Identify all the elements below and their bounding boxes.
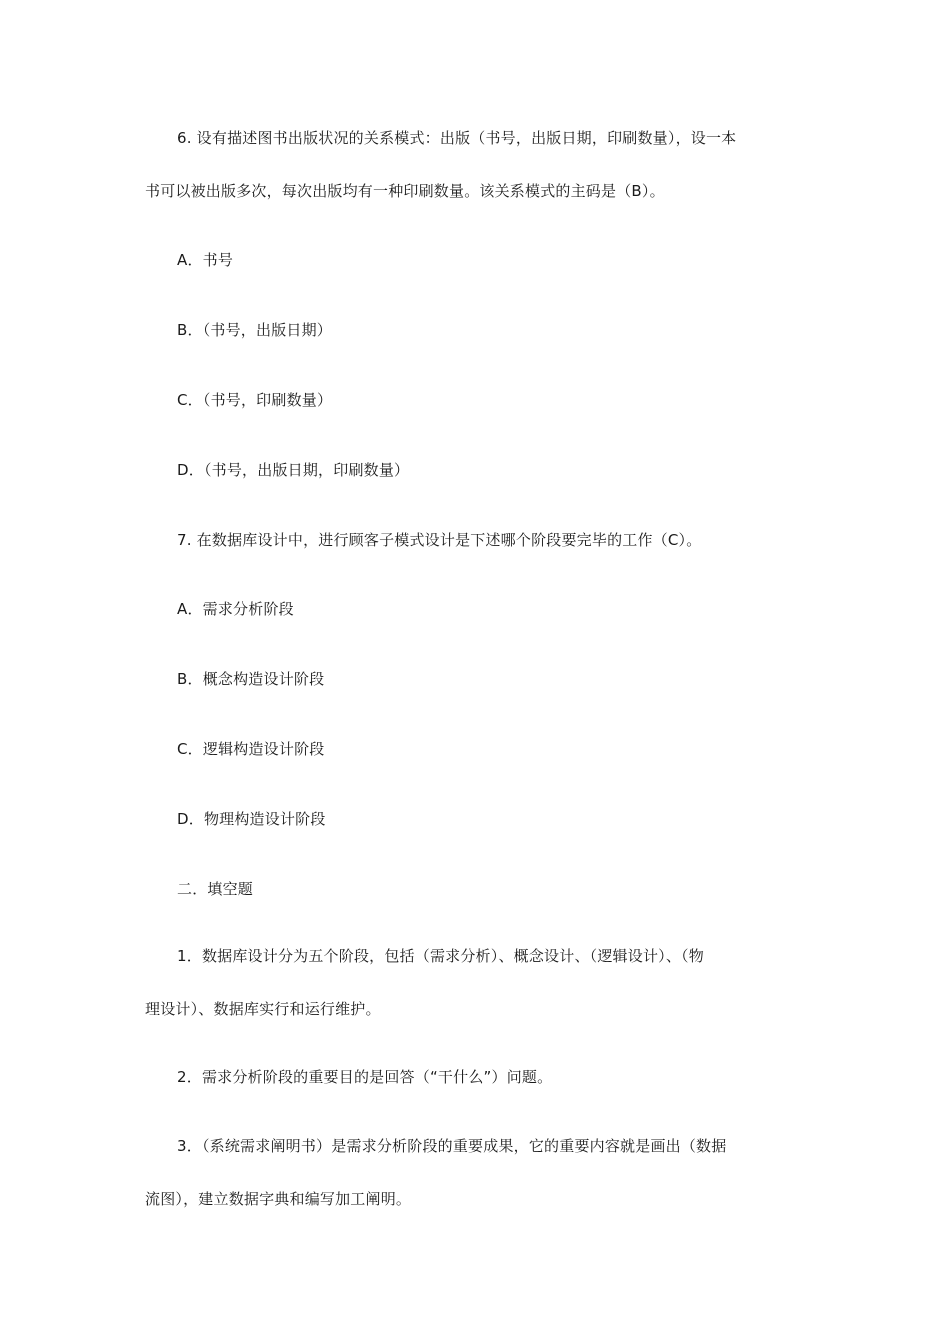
question-6-option-c: C．（书号，印刷数量） <box>177 391 333 409</box>
question-6-line-1: 6. 设有描述图书出版状况的关系模式：出版（书号，出版日期，印刷数量），设一本 <box>177 129 737 147</box>
question-6-line-2: 书可以被出版多次，每次出版均有一种印刷数量。该关系模式的主码是（B）。 <box>145 182 665 200</box>
fill-1-line-1: 1．数据库设计分为五个阶段，包括（需求分析）、概念设计、（逻辑设计）、（物 <box>177 947 704 965</box>
section-title: 二．填空题 <box>177 880 254 898</box>
question-6-option-a: A．书号 <box>177 251 234 269</box>
question-7-option-c: C．逻辑构造设计阶段 <box>177 740 325 758</box>
question-6-option-d: D．（书号，出版日期，印刷数量） <box>177 461 410 479</box>
fill-1-line-2: 理设计）、数据库实行和运行维护。 <box>145 1000 381 1018</box>
fill-2-line-1: 2．需求分析阶段的重要目的是回答（“干什么”）问题。 <box>177 1068 553 1086</box>
fill-3-line-2: 流图），建立数据字典和编写加工阐明。 <box>145 1190 412 1208</box>
question-6-option-b: B．（书号，出版日期） <box>177 321 332 339</box>
fill-3-line-1: 3．（系统需求阐明书）是需求分析阶段的重要成果，它的重要内容就是画出（数据 <box>177 1137 727 1155</box>
question-7-option-b: B．概念构造设计阶段 <box>177 670 325 688</box>
question-7-line-1: 7. 在数据库设计中，进行顾客子模式设计是下述哪个阶段要完毕的工作（C）。 <box>177 531 702 549</box>
question-7-option-d: D．物理构造设计阶段 <box>177 810 326 828</box>
question-7-option-a: A．需求分析阶段 <box>177 600 294 618</box>
